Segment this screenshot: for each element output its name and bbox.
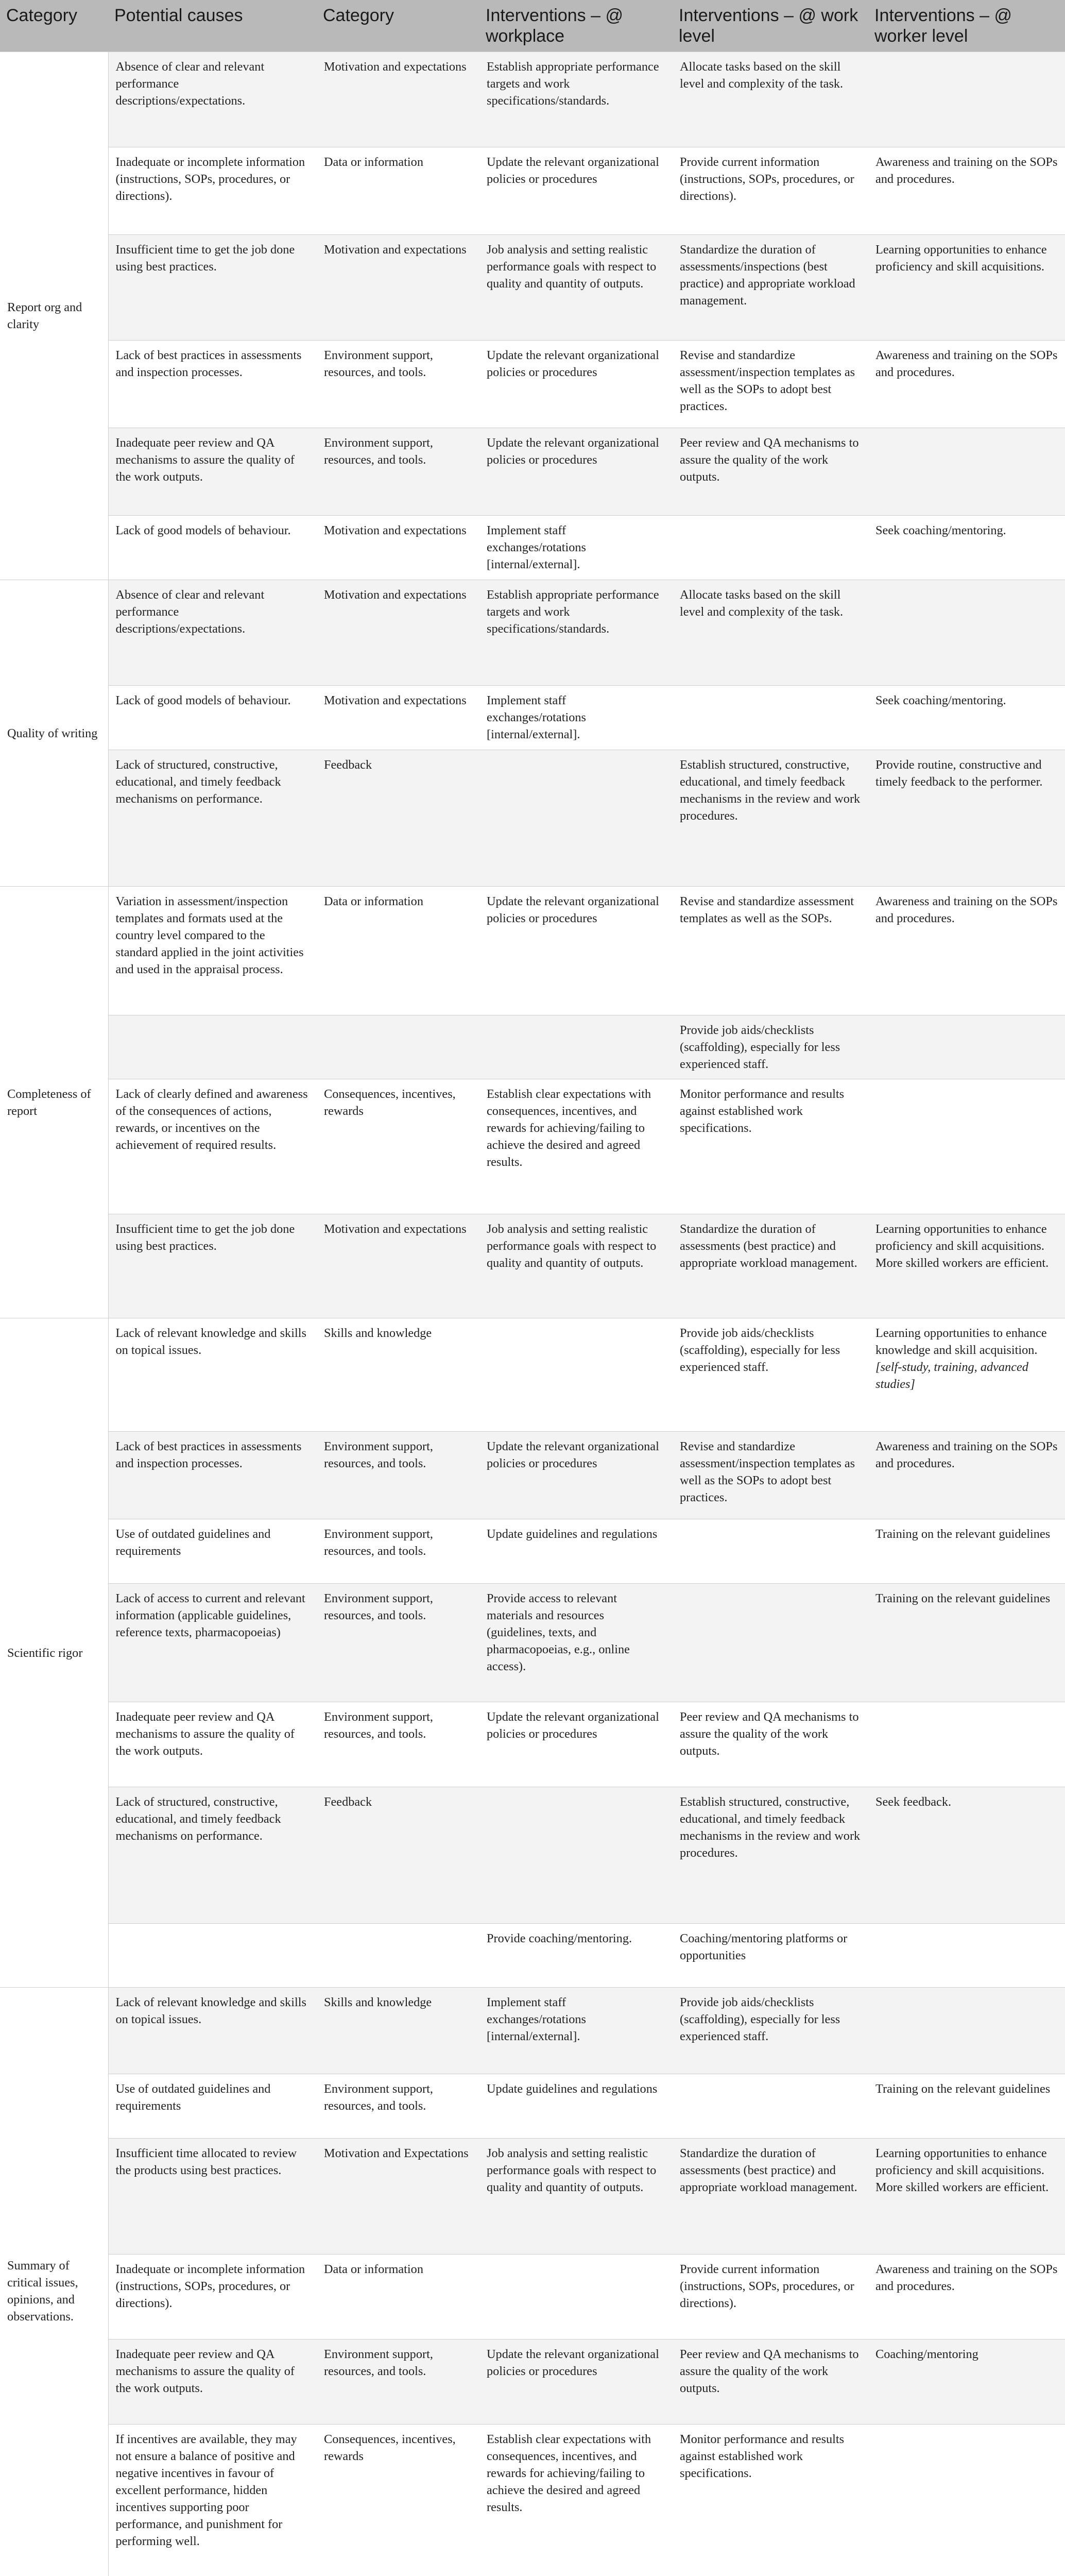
work-level-intervention-cell: Revise and standardize assessment templates as well as the SOPs. [673,887,868,1015]
cause-category-cell: Environment support, resources, and tools. [317,341,479,428]
category-cell: Summary of critical issues, opinions, and observations. [0,1988,108,2576]
cause-category-cell: Environment support, resources, and tools. [317,1702,479,1787]
potential-cause-cell: Lack of clearly defined and awareness of the consequences of actions, rewards, or incentives on the achievement of required results. [108,1079,317,1214]
workplace-intervention-cell: Job analysis and setting realistic performance goals with respect to quality and quantity of outputs. [479,1214,673,1318]
workplace-intervention-cell: Job analysis and setting realistic performance goals with respect to quality and quantity of outputs. [479,2139,673,2255]
table-row [0,516,1065,580]
worker-level-intervention-cell [868,1924,1065,1988]
table-row [0,1924,1065,1988]
work-level-intervention-cell [673,1584,868,1702]
header-interventions-workplace: Interventions – @ workplace [479,0,673,52]
worker-level-intervention-cell [868,1015,1065,1079]
potential-cause-cell: Inadequate or incomplete information (instructions, SOPs, procedures, or directions). [108,2255,317,2340]
work-level-intervention-cell: Provide current information (instructions, SOPs, procedures, or directions). [673,147,868,235]
potential-cause-cell: Lack of relevant knowledge and skills on topical issues. [108,1318,317,1432]
worker-level-intervention-cell: Seek coaching/mentoring. [868,516,1065,580]
header-row [0,0,1065,52]
category-cell: Scientific rigor [0,1318,108,1988]
workplace-intervention-cell: Update guidelines and regulations [479,2074,673,2139]
work-level-intervention-cell [673,686,868,750]
workplace-intervention-cell: Implement staff exchanges/rotations [internal/external]. [479,1988,673,2074]
work-level-intervention-cell: Standardize the duration of assessments/inspections (best practice) and appropriate workload management. [673,235,868,341]
header-potential-causes: Potential causes [108,0,317,52]
potential-cause-cell: Inadequate peer review and QA mechanisms to assure the quality of the work outputs. [108,428,317,516]
cause-category-cell: Feedback [317,1787,479,1924]
worker-level-intervention-cell: Provide routine, constructive and timely feedback to the performer. [868,750,1065,887]
potential-cause-cell: Absence of clear and relevant performance descriptions/expectations. [108,52,317,147]
potential-cause-cell: Inadequate peer review and QA mechanisms to assure the quality of the work outputs. [108,1702,317,1787]
worker-level-intervention-cell: Seek feedback. [868,1787,1065,1924]
table-row [0,235,1065,341]
cause-category-cell: Environment support, resources, and tools. [317,1432,479,1519]
header-interventions-worker-level: Interventions – @ worker level [868,0,1065,52]
workplace-intervention-cell: Update the relevant organizational policies or procedures [479,1702,673,1787]
cause-category-cell: Environment support, resources, and tools. [317,2340,479,2425]
table-row [0,428,1065,516]
table-row [0,1988,1065,2074]
worker-level-intervention-cell: Learning opportunities to enhance proficiency and skill acquisitions. More skilled workers are efficient. [868,1214,1065,1318]
table-row [0,1787,1065,1924]
table-row [0,750,1065,887]
table-row [0,1432,1065,1519]
cause-category-cell: Motivation and expectations [317,686,479,750]
table-row [0,1214,1065,1318]
work-level-intervention-cell: Establish structured, constructive, educational, and timely feedback mechanisms in the review and work procedures. [673,1787,868,1924]
potential-cause-cell: Lack of good models of behaviour. [108,516,317,580]
work-level-intervention-cell: Standardize the duration of assessments (best practice) and appropriate workload management. [673,2139,868,2255]
workplace-intervention-cell: Establish appropriate performance targets and work specifications/standards. [479,580,673,686]
workplace-intervention-cell: Update the relevant organizational policies or procedures [479,147,673,235]
work-level-intervention-cell: Coaching/mentoring platforms or opportunities [673,1924,868,1988]
workplace-intervention-cell: Job analysis and setting realistic performance goals with respect to quality and quantity of outputs. [479,235,673,341]
cause-category-cell: Environment support, resources, and tools. [317,1519,479,1584]
worker-level-intervention-cell [868,1988,1065,2074]
work-level-intervention-cell: Peer review and QA mechanisms to assure the quality of the work outputs. [673,428,868,516]
work-level-intervention-cell: Revise and standardize assessment/inspection templates as well as the SOPs to adopt best practices. [673,341,868,428]
table-row [0,2074,1065,2139]
worker-level-intervention-cell: Training on the relevant guidelines [868,1584,1065,1702]
worker-level-intervention-cell [868,428,1065,516]
work-level-intervention-cell: Revise and standardize assessment/inspection templates as well as the SOPs to adopt best practices. [673,1432,868,1519]
table-row [0,1079,1065,1214]
workplace-intervention-cell [479,1015,673,1079]
worker-level-intervention-cell [868,580,1065,686]
cause-category-cell: Consequences, incentives, rewards [317,2425,479,2576]
potential-cause-cell: Lack of best practices in assessments and inspection processes. [108,1432,317,1519]
worker-level-intervention-cell: Awareness and training on the SOPs and procedures. [868,1432,1065,1519]
cause-category-cell: Motivation and expectations [317,235,479,341]
workplace-intervention-cell: Provide coaching/mentoring. [479,1924,673,1988]
worker-level-intervention-cell: Coaching/mentoring [868,2340,1065,2425]
worker-level-intervention-cell [868,2425,1065,2576]
cause-category-cell: Consequences, incentives, rewards [317,1079,479,1214]
table-row [0,2255,1065,2340]
worker-level-intervention-cell: Training on the relevant guidelines [868,1519,1065,1584]
workplace-intervention-cell: Update the relevant organizational policies or procedures [479,1432,673,1519]
table-row [0,2425,1065,2576]
workplace-intervention-cell: Provide access to relevant materials and resources (guidelines, texts, and pharmacopoeias, e.g., online access). [479,1584,673,1702]
work-level-intervention-cell: Peer review and QA mechanisms to assure the quality of the work outputs. [673,2340,868,2425]
work-level-intervention-cell: Monitor performance and results against established work specifications. [673,1079,868,1214]
work-level-intervention-cell: Monitor performance and results against established work specifications. [673,2425,868,2576]
potential-cause-cell: Variation in assessment/inspection templates and formats used at the country level compared to the standard applied in the joint activities and used in the appraisal process. [108,887,317,1015]
category-cell: Completeness of report [0,887,108,1318]
workplace-intervention-cell: Update the relevant organizational policies or procedures [479,887,673,1015]
cause-category-cell: Environment support, resources, and tools. [317,428,479,516]
work-level-intervention-cell: Allocate tasks based on the skill level and complexity of the task. [673,580,868,686]
potential-cause-cell: Insufficient time to get the job done using best practices. [108,235,317,341]
workplace-intervention-cell: Implement staff exchanges/rotations [internal/external]. [479,686,673,750]
cause-category-cell: Motivation and expectations [317,580,479,686]
potential-cause-cell: Insufficient time allocated to review the products using best practices. [108,2139,317,2255]
worker-level-intervention-cell: Seek coaching/mentoring. [868,686,1065,750]
category-cell: Quality of writing [0,580,108,887]
cause-category-cell: Environment support, resources, and tools. [317,2074,479,2139]
potential-cause-cell: Inadequate or incomplete information (instructions, SOPs, procedures, or directions). [108,147,317,235]
workplace-intervention-cell: Establish clear expectations with consequences, incentives, and rewards for achieving/failing to achieve the desired and agreed results. [479,2425,673,2576]
work-level-intervention-cell: Standardize the duration of assessments (best practice) and appropriate workload management. [673,1214,868,1318]
potential-cause-cell: Lack of good models of behaviour. [108,686,317,750]
cause-category-cell: Data or information [317,147,479,235]
workplace-intervention-cell [479,750,673,887]
table-row [0,1015,1065,1079]
table-row [0,686,1065,750]
worker-level-intervention-cell: Awareness and training on the SOPs and procedures. [868,2255,1065,2340]
study-modes-note: [self-study, training, advanced studies] [875,1360,1028,1391]
table-row [0,1702,1065,1787]
worker-level-intervention-cell [868,1079,1065,1214]
work-level-intervention-cell: Provide job aids/checklists (scaffolding), especially for less experienced staff. [673,1015,868,1079]
potential-cause-cell: Lack of structured, constructive, educational, and timely feedback mechanisms on performance. [108,750,317,887]
cause-category-cell: Feedback [317,750,479,887]
table-row [0,1584,1065,1702]
workplace-intervention-cell: Update guidelines and regulations [479,1519,673,1584]
table-row [0,1318,1065,1432]
cause-category-cell: Data or information [317,2255,479,2340]
potential-cause-cell: If incentives are available, they may not ensure a balance of positive and negative incentives in favour of excellent performance, hidden incentives supporting poor performance, and punishment for performing well. [108,2425,317,2576]
cause-category-cell: Motivation and expectations [317,516,479,580]
table-row [0,2340,1065,2425]
potential-cause-cell: Insufficient time to get the job done using best practices. [108,1214,317,1318]
category-cell: Report org and clarity [0,52,108,580]
workplace-intervention-cell: Update the relevant organizational policies or procedures [479,2340,673,2425]
workplace-intervention-cell: Establish appropriate performance targets and work specifications/standards. [479,52,673,147]
workplace-intervention-cell [479,1787,673,1924]
work-level-intervention-cell [673,516,868,580]
cause-category-cell: Environment support, resources, and tools. [317,1584,479,1702]
potential-cause-cell: Lack of relevant knowledge and skills on topical issues. [108,1988,317,2074]
cause-category-cell: Motivation and expectations [317,1214,479,1318]
header-interventions-work-level: Interventions – @ work level [673,0,868,52]
potential-cause-cell: Absence of clear and relevant performance descriptions/expectations. [108,580,317,686]
workplace-intervention-cell [479,2255,673,2340]
header-cause-category: Category [317,0,479,52]
worker-level-intervention-cell: Awareness and training on the SOPs and procedures. [868,341,1065,428]
table-row [0,52,1065,147]
worker-level-intervention-cell: Awareness and training on the SOPs and procedures. [868,887,1065,1015]
work-level-intervention-cell: Peer review and QA mechanisms to assure the quality of the work outputs. [673,1702,868,1787]
work-level-intervention-cell: Allocate tasks based on the skill level and complexity of the task. [673,52,868,147]
worker-level-intervention-cell: Training on the relevant guidelines [868,2074,1065,2139]
cause-category-cell: Skills and knowledge [317,1318,479,1432]
cause-category-cell: Skills and knowledge [317,1988,479,2074]
worker-level-intervention-cell [868,52,1065,147]
work-level-intervention-cell: Provide current information (instructions, SOPs, procedures, or directions). [673,2255,868,2340]
cause-category-cell: Data or information [317,887,479,1015]
table-body [0,52,1065,2576]
table-header [0,0,1065,52]
cause-category-cell: Motivation and Expectations [317,2139,479,2255]
workplace-intervention-cell: Update the relevant organizational policies or procedures [479,428,673,516]
workplace-intervention-cell: Establish clear expectations with consequences, incentives, and rewards for achieving/failing to achieve the desired and agreed results. [479,1079,673,1214]
worker-level-intervention-cell: Learning opportunities to enhance proficiency and skill acquisitions. [868,235,1065,341]
table-row [0,147,1065,235]
potential-cause-cell: Use of outdated guidelines and requirements [108,1519,317,1584]
workplace-intervention-cell [479,1318,673,1432]
worker-level-intervention-cell: Learning opportunities to enhance knowledge and skill acquisition. [self-study, training, advanced studies] [868,1318,1065,1432]
potential-cause-cell: Lack of structured, constructive, educational, and timely feedback mechanisms on performance. [108,1787,317,1924]
table-row [0,887,1065,1015]
table-row [0,341,1065,428]
cause-category-cell [317,1924,479,1988]
work-level-intervention-cell: Provide job aids/checklists (scaffolding), especially for less experienced staff. [673,1988,868,2074]
worker-level-intervention-cell: Awareness and training on the SOPs and procedures. [868,147,1065,235]
potential-cause-cell: Use of outdated guidelines and requirements [108,2074,317,2139]
work-level-intervention-cell: Establish structured, constructive, educational, and timely feedback mechanisms in the review and work procedures. [673,750,868,887]
cause-category-cell [317,1015,479,1079]
table-row [0,1519,1065,1584]
potential-cause-cell: Lack of best practices in assessments and inspection processes. [108,341,317,428]
potential-cause-cell: Inadequate peer review and QA mechanisms to assure the quality of the work outputs. [108,2340,317,2425]
table-row [0,2139,1065,2255]
work-level-intervention-cell: Provide job aids/checklists (scaffolding), especially for less experienced staff. [673,1318,868,1432]
header-category: Category [0,0,108,52]
work-level-intervention-cell [673,1519,868,1584]
worker-level-intervention-cell [868,1702,1065,1787]
cause-category-cell: Motivation and expectations [317,52,479,147]
potential-cause-cell: Lack of access to current and relevant information (applicable guidelines, reference texts, pharmacopoeias) [108,1584,317,1702]
potential-cause-cell [108,1015,317,1079]
workplace-intervention-cell: Update the relevant organizational policies or procedures [479,341,673,428]
potential-cause-cell [108,1924,317,1988]
worker-level-intervention-cell: Learning opportunities to enhance proficiency and skill acquisitions. More skilled workers are efficient. [868,2139,1065,2255]
table-row [0,580,1065,686]
work-level-intervention-cell [673,2074,868,2139]
workplace-intervention-cell: Implement staff exchanges/rotations [internal/external]. [479,516,673,580]
